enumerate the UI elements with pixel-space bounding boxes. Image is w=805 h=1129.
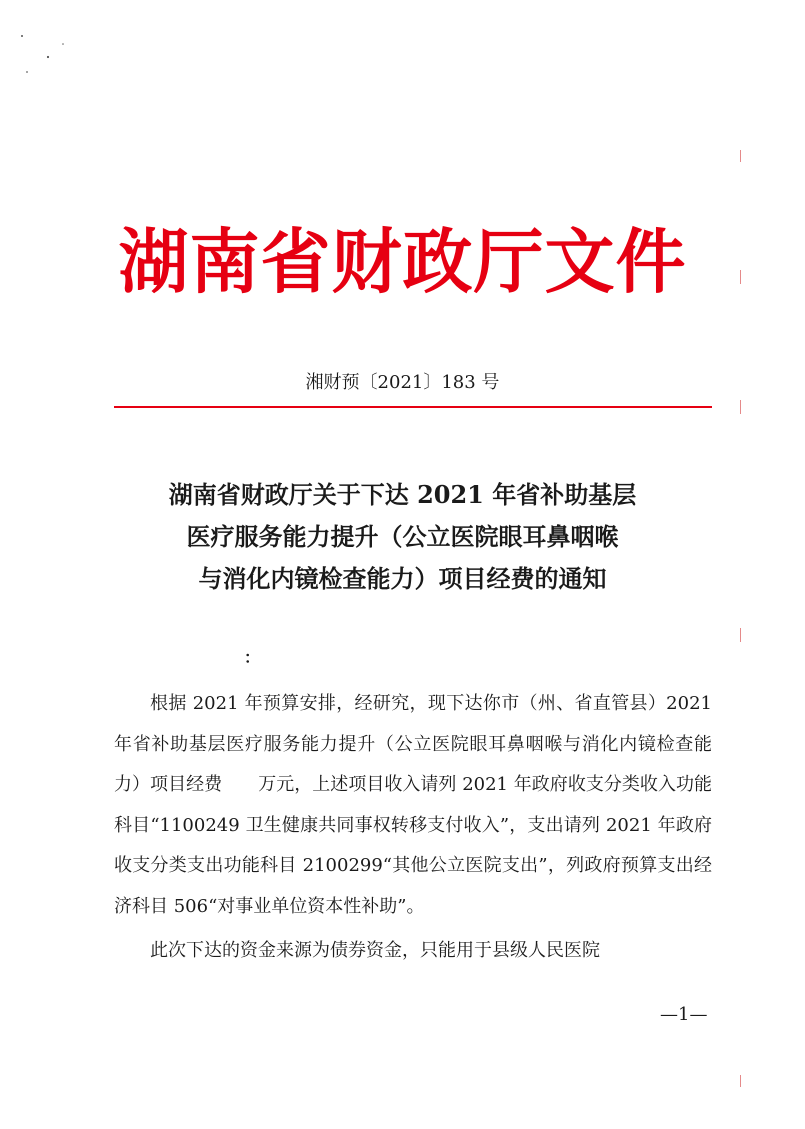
title-line: 医疗服务能力提升（公立医院眼耳鼻咽喉 <box>186 522 619 551</box>
title-line: 湖南省财政厅关于下达 2021 年省补助基层 <box>168 480 637 509</box>
document-title <box>60 474 745 600</box>
red-divider <box>114 406 712 408</box>
addressee: ： <box>244 648 261 667</box>
page-number: —1— <box>660 1004 708 1025</box>
masthead: 湖南省财政厅文件 <box>118 221 687 303</box>
body-paragraph: 根据 2021 年预算安排，经研究，现下达你市（州、省直管县）2021 年省补助基层医疗服务能力提升（公立医院眼耳鼻咽喉与消化内镜检查能力）项目经费 万元，上述项目收入请列 2021 年政府收支分类收入功能科目“1100249 卫生健康共同事权转移支付收入”，支出请列 2021 年政府收支分类支出功能科目 2100299“其他公立医院支出”，列政府预算支出经济科目 506“对事业单位资本性补助”。 <box>114 693 712 917</box>
document-number: 湘财预〔2021〕183 号 <box>305 372 500 393</box>
body-text <box>114 684 712 972</box>
title-line: 与消化内镜检查能力）项目经费的通知 <box>198 564 607 593</box>
body-paragraph: 此次下达的资金来源为债券资金，只能用于县级人民医院 <box>150 940 600 961</box>
